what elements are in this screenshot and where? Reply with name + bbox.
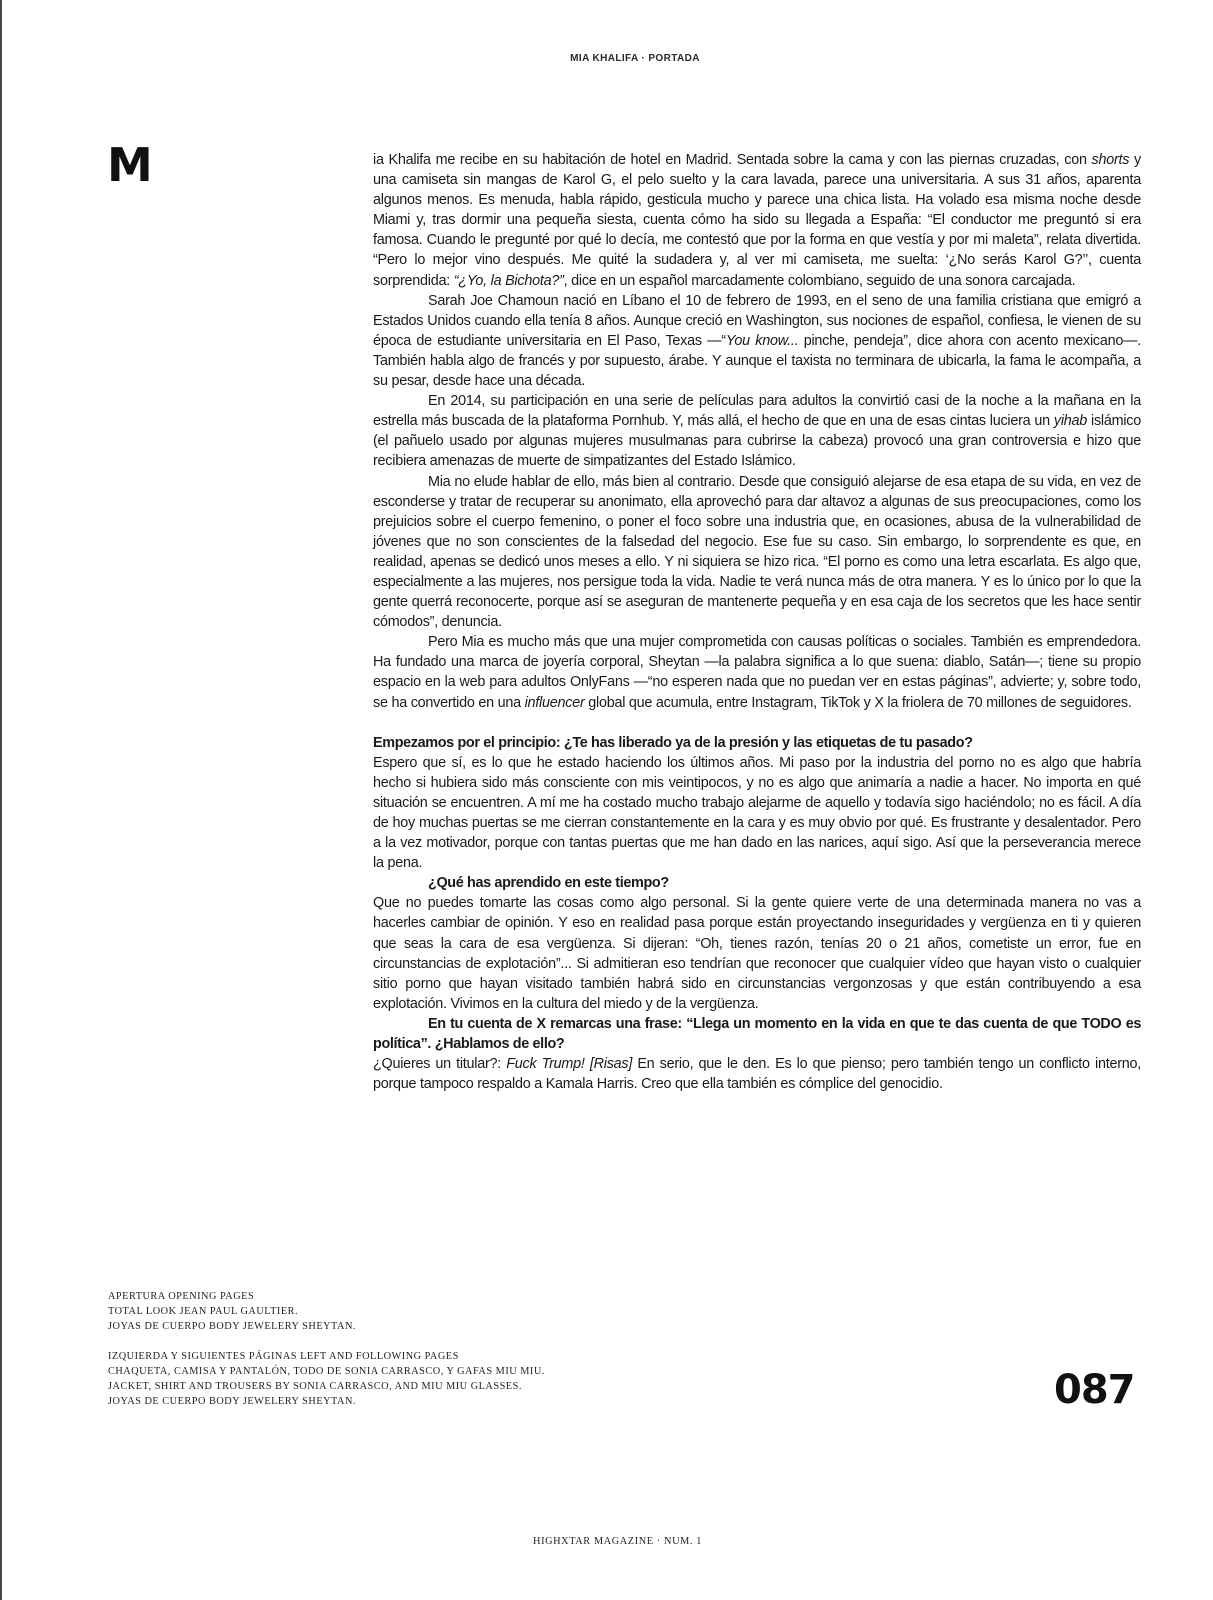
article-body — [373, 150, 1141, 1094]
article-paragraph — [373, 632, 1141, 712]
interview-answer — [373, 753, 1141, 874]
text-run: Pero Mia es mucho más que una mujer comprometida con causas políticas o sociales. También es emprendedora. Ha fundado una marca de joyería corporal, Sheytan —la palabra significa a lo que suena: diablo, Satán—; tiene su propio espacio en la web para adultos OnlyFans —“no esperen nada que no puedan ver en estas páginas”, advierte; y, sobre todo, se ha convertido en una — [373, 634, 1141, 711]
credit-line: JOYAS DE CUERPO BODY JEWELERY SHEYTAN. — [108, 1396, 356, 1407]
photo-credits — [108, 1289, 545, 1424]
italic-run: shorts — [1091, 152, 1130, 168]
text-run: y una camiseta sin mangas de Karol G, el pelo suelto y la cara lavada, parece una universitaria. A sus 31 años, aparenta algunos menos. Es menuda, habla rápido, gesticula mucho y parece una chica lista. Ha volado esa misma noche desde Miami y, tras dormir una pequeña siesta, cuenta cómo ha sido su llegada a España: “El conductor me preguntó si era famosa. Cuando le pregunté por qué lo decía, me contestó que por la forma en que vestía y por mi maleta”, relata divertida. “Pero lo mejor vino después. Me quité la sudadera y, al ver mi camiseta, me suelta: ‘¿No serás Karol G?’’, cuenta sorprendida: — [373, 152, 1142, 289]
text-run: En serio, que le den. Es lo que pienso; pero también tengo un conflicto interno, porque tampoco respaldo a Kamala Harris. Creo que ella también es cómplice del genocidio. — [373, 1056, 1141, 1093]
drop-cap: M — [107, 138, 152, 192]
italic-run: Fuck Trump! [Risas] — [506, 1056, 633, 1073]
interview-section — [373, 733, 1141, 1095]
text-run: islámico (el pañuelo usado por algunas mujeres musulmanas para cubrirse la cabeza) provocó una gran controversia e hizo que recibiera amenazas de muerte de simpatizantes del Estado Islámico. — [373, 413, 1141, 470]
page-edge-line — [0, 0, 2, 1600]
text-run: Sarah Joe Chamoun nació en Líbano el 10 de febrero de 1993, en el seno de una familia cristiana que emigró a Estados Unidos cuando ella tenía 8 años. Aunque creció en Washington, sus nociones de español, confiesa, le vienen de su época de estudiante universitaria en El Paso, Texas —“ — [373, 292, 1141, 349]
credit-line: APERTURA OPENING PAGES — [108, 1291, 255, 1302]
credit-line: CHAQUETA, CAMISA Y PANTALÓN, TODO DE SONIA CARRASCO, Y GAFAS MIU MIU. — [108, 1366, 545, 1377]
interview-question: En tu cuenta de X remarcas una frase: “Llega un momento en la vida en que te das cuenta de que TODO es política”. ¿Hablamos de ello? — [373, 1015, 1141, 1053]
magazine-footer: HIGHXTAR MAGAZINE · NUM. 1 — [533, 1536, 702, 1547]
text-run: ¿Quieres un titular?: — [373, 1056, 507, 1073]
interview-question: Empezamos por el principio: ¿Te has liberado ya de la presión y las etiquetas de tu pasado? — [373, 734, 973, 751]
credit-line: IZQUIERDA Y SIGUIENTES PÁGINAS LEFT AND FOLLOWING PAGES — [108, 1351, 459, 1362]
text-run: ia Khalifa me recibe en su habitación de hotel en Madrid. Sentada sobre la cama y con las piernas cruzadas, con — [373, 152, 1092, 168]
interview-question: ¿Qué has aprendido en este tiempo? — [428, 875, 669, 892]
intro-section — [373, 150, 1141, 713]
credit-block — [108, 1289, 545, 1334]
article-paragraph — [373, 150, 1141, 291]
article-paragraph — [373, 472, 1141, 633]
italic-run: yihab — [1053, 413, 1088, 430]
interview-answer — [373, 1054, 1141, 1094]
text-run: Que no puedes tomarte las cosas como algo personal. Si la gente quiere verte de una determinada manera no vas a hacerles cambiar de opinión. Y eso en realidad pasa porque están proyectando inseguridades y vergüenza en ti y quieren que seas la cara de esa vergüenza. Si dijeran: “Oh, tienes razón, tenías 20 o 21 años, cometiste un error, fue en circunstancias de explotación”... Si admitieran eso tendrían que reconocer que cualquier vídeo que hayan visto o cualquier sitio porno que hayan visitado también habrá sido en circunstancias vergonzosas y que están contribuyendo a esa explotación. Vivimos en la cultura del miedo y de la vergüenza. — [373, 895, 1141, 1012]
text-run: En 2014, su participación en una serie de películas para adultos la convirtió casi de la noche a la mañana en la estrella más buscada de la plataforma Pornhub. Y, más allá, el hecho de que en una de esas cintas luciera un — [373, 393, 1141, 430]
italic-run: “¿Yo, la Bichota?” — [453, 272, 564, 289]
section-header: MIA KHALIFA · PORTADA — [570, 53, 700, 64]
credit-line: TOTAL LOOK JEAN PAUL GAULTIER. — [108, 1306, 299, 1317]
article-paragraph — [373, 391, 1141, 471]
text-run: , dice en un español marcadamente colombiano, seguido de una sonora carcajada. — [563, 272, 1076, 289]
credit-line: JACKET, SHIRT AND TROUSERS BY SONIA CARRASCO, AND MIU MIU GLASSES. — [108, 1381, 522, 1392]
italic-run: influencer — [524, 694, 585, 711]
text-run: Espero que sí, es lo que he estado haciendo los últimos años. Mi paso por la industria del porno no es algo que habría hecho si hubiera sido más consciente con mis veintipocos, y no es algo que animaría a nadie a hacer. No importa en qué situación se encuentren. A mí me ha costado mucho trabajo alejarme de aquello y todavía sigo haciéndolo; no es fácil. A día de hoy muchas puertas se me cierran constantemente en la cara y es muy obvio por qué. Es frustrante y desalentador. Pero a la vez motivador, porque con tantas puertas que me han dado en las narices, aquí sigo. Así que la perseverancia merece la pena. — [373, 754, 1141, 872]
text-run: global que acumula, entre Instagram, TikTok y X la friolera de 70 millones de seguidores. — [584, 694, 1132, 711]
text-run: Mia no elude hablar de ello, más bien al contrario. Desde que consiguió alejarse de esa etapa de su vida, en vez de esconderse y tratar de recuperar su anonimato, ella aprovechó para dar altavoz a algunas de sus preocupaciones, como los prejuicios sobre el cuerpo femenino, o poner el foco sobre una industria que, en ocasiones, abusa de la vulnerabilidad de jóvenes que no son conscientes de la falsedad del negocio. Ese fue su caso. Sin embargo, lo sorprendente es que, en realidad, apenas se dedicó unos meses a ello. Y ni siquiera se hizo rica. “El porno es como una letra escarlata. Es algo que, especialmente a las mujeres, nos persigue toda la vida. Nadie te verá nunca más de otra manera. Y es lo único por lo que la gente querrá reconocerte, porque así se aseguran de mantenerte pequeña y en esa caja de los secretos que les hace sentir cómodos”, denuncia. — [373, 473, 1141, 631]
page-number: 087 — [1054, 1367, 1135, 1413]
interview-answer — [373, 893, 1141, 1014]
credit-block — [108, 1349, 545, 1409]
text-run: pinche, pendeja”, dice ahora con acento mexicano—. También habla algo de francés y por supuesto, árabe. Y aunque el taxista no terminara de ubicarla, la fama le acompaña, a su pesar, desde hace una década. — [373, 332, 1141, 390]
italic-run: You know... — [725, 332, 799, 349]
article-paragraph — [373, 291, 1141, 391]
credit-line: JOYAS DE CUERPO BODY JEWELERY SHEYTAN. — [108, 1321, 356, 1332]
